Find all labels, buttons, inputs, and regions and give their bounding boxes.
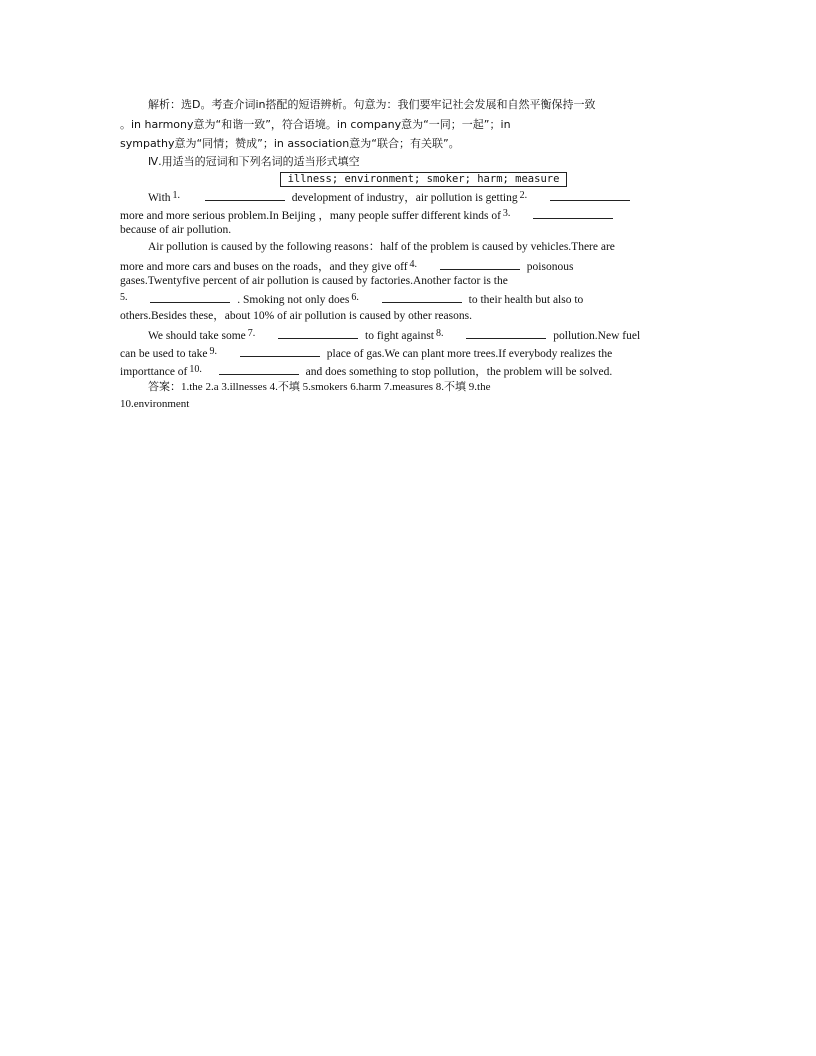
passage-line: gases.Twentyfive percent of air pollution is caused by factories.Another factor is the (120, 275, 508, 287)
answer-blank-1[interactable] (205, 190, 285, 201)
blank-number: 4. (409, 259, 418, 270)
passage-text: can be used to take (120, 348, 208, 360)
passage-line (148, 189, 634, 205)
word-bank-box: illness; environment; smoker; harm; measure (280, 172, 567, 187)
passage-text: development of industry，air pollution is getting (291, 192, 518, 204)
blank-number: 8. (436, 328, 444, 339)
answer-blank-9[interactable] (240, 346, 320, 357)
blank-number: 10. (189, 364, 202, 375)
answer-key-line-1: 答案：1.the 2.a 3.illnesses 4.不填 5.smokers 6.harm 7.measures 8.不填 9.the (148, 381, 491, 393)
analysis-line-1: 解析：选D。考查介词in搭配的短语辨析。句意为：我们要牢记社会发展和自然平衡保持一致 (148, 98, 596, 111)
passage-text: place of gas.We can plant more trees.If everybody realizes the (326, 348, 613, 360)
passage-text: . Smoking not only does (237, 294, 350, 306)
answer-blank-5[interactable] (150, 292, 230, 303)
blank-number: 7. (247, 328, 256, 339)
passage-line: others.Besides these，about 10% of air pollution is caused by other reasons. (120, 310, 472, 322)
passage-text: With (148, 192, 171, 204)
answer-blank-2[interactable] (550, 190, 630, 201)
passage-text: to their health but also to (468, 294, 584, 306)
passage-text: to fight against (365, 330, 435, 342)
passage-text: more and more serious problem.In Beijing ，many people suffer different kinds of (120, 210, 501, 222)
passage-line (120, 363, 612, 379)
blank-number: 3. (502, 208, 511, 219)
passage-text: pollution.New fuel (553, 330, 641, 342)
passage-line: because of air pollution. (120, 224, 232, 236)
passage-text: poisonous (526, 261, 574, 273)
answer-blank-7[interactable] (278, 328, 358, 339)
answer-blank-3[interactable] (533, 208, 613, 219)
passage-text: importtance of (120, 366, 188, 378)
answer-blank-8[interactable] (466, 328, 546, 339)
answer-blank-10[interactable] (219, 364, 299, 375)
passage-line (120, 291, 583, 307)
blank-number: 2. (519, 190, 528, 201)
blank-number: 5. (120, 292, 128, 303)
passage-text: more and more cars and buses on the roads，and they give off (120, 261, 408, 273)
passage-text: and does something to stop pollution，the problem will be solved. (305, 366, 613, 378)
passage-line (120, 258, 573, 274)
passage-line (120, 207, 617, 223)
passage-line (120, 345, 612, 361)
analysis-line-3: sympathy意为“同情；赞成”；in association意为“联合；有关联”。 (120, 137, 460, 150)
answer-blank-6[interactable] (382, 292, 462, 303)
passage-line: Air pollution is caused by the following reasons：half of the problem is caused by vehicles.There are (148, 241, 615, 253)
blank-number: 1. (172, 190, 181, 201)
answer-key-line-2: 10.environment (120, 398, 190, 410)
blank-number: 6. (351, 292, 359, 303)
section-heading: Ⅳ.用适当的冠词和下列名词的适当形式填空 (148, 155, 360, 168)
passage-text: We should take some (148, 330, 246, 342)
passage-line (148, 327, 640, 343)
analysis-line-2: 。in harmony意为“和谐一致”，符合语境。in company意为“一同；一起”；in (120, 118, 511, 131)
blank-number: 9. (209, 346, 217, 357)
answer-blank-4[interactable] (440, 259, 520, 270)
